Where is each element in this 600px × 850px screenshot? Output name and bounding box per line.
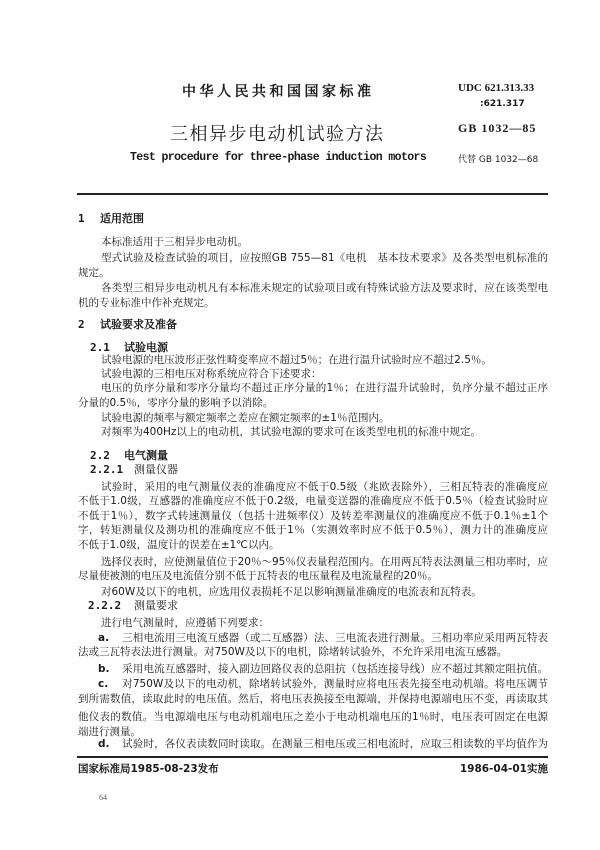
paragraph-line: 试验电源的频率与额定频率之差应在额定频率的±1％范围内。: [101, 412, 390, 424]
paragraph-line: 各类型三相异步电动机凡有本标准未规定的试验项目或有特殊试验方法及要求时，应在该类型电: [101, 282, 548, 294]
list-text: 三相电流用三电流互感器（或二互感器）法、三电流表进行测量。三相功率应采用两瓦特表: [122, 632, 548, 644]
paragraph-line: 电压的负序分量和零序分量均不超过正序分量的1％；在进行温升试验时，负序分量不超过正序: [101, 382, 548, 394]
list-text: 对750W及以下的电动机，除堵转试验外，测量时应将电压表先接至电动机端。将电压调节: [122, 678, 548, 690]
paragraph-line: 试验电源的三相电压对称系统应符合下述要求：: [101, 368, 322, 380]
udc-code: UDC 621.313.33: [458, 82, 535, 94]
title-en: Test procedure for three-phase induction motors: [130, 151, 427, 164]
section-title: 试验电源: [124, 341, 168, 354]
standard-number: GB 1032—85: [458, 121, 537, 135]
page-number: 64: [99, 793, 107, 802]
section-title: 适用范围: [100, 212, 144, 225]
list-item-a: [98, 631, 548, 645]
paragraph-line: 对60W及以下的电机，应选用仪表损耗不足以影响测量准确度的电流表和瓦特表。: [101, 586, 482, 598]
paragraph-line: 尽量使被测的电压及电流值分别不低于瓦特表的电压量程及电流量程的20％。: [78, 570, 438, 582]
list-text: 采用电流互感器时，接入副边回路仪表的总阻抗（包括连接导线）应不超过其额定阻抗值。: [122, 663, 548, 675]
section-2-2-2-heading: [88, 599, 178, 613]
paragraph-line: 法或三瓦特表法进行测量。对750W及以下的电机，除堵转试验外，不允许采用电流互感器。: [78, 646, 508, 658]
paragraph-line: 分量的0.5％，零序分量的影响予以消除。: [78, 397, 274, 409]
list-marker: b.: [98, 663, 110, 675]
paragraph-line: 本标准适用于三相异步电动机。: [101, 236, 248, 248]
header-divider: [77, 193, 548, 195]
paragraph-line: 试验时，采用的电气测量仪表的准确度应不低于0.5级（兆欧表除外），三相瓦特表的准确度应: [101, 481, 548, 493]
paragraph-line: 试验电源的电压波形正弦性畸变率应不超过5％；在进行温升试验时应不超过2.5％。: [101, 354, 492, 366]
paragraph-line: 规定。: [78, 267, 110, 279]
section-title: 测量要求: [134, 599, 178, 612]
section-1-heading: [78, 212, 144, 226]
paragraph-line: 他仪表的数值。当电源端电压与电动机端电压之差小于电动机端电压的1％时，电压表可固定在电源: [78, 711, 548, 723]
effective-date: 1986-04-01实施: [459, 763, 548, 775]
section-number: 1: [78, 212, 85, 225]
replaces-standard: 代替 GB 1032—68: [458, 155, 539, 165]
list-marker: a.: [98, 632, 110, 644]
paragraph-line: 不低于1％），数字式转速测量仪（包括十进频率仪）及转差率测量仪的准确度应不低于0.1％±1个: [78, 510, 548, 522]
paragraph-line: 端进行测量。: [78, 726, 141, 738]
paragraph-line: 对频率为400Hz以上的电动机，其试验电源的要求可在该类型电机的标准中规定。: [101, 426, 481, 438]
footer-divider: [77, 756, 548, 758]
paragraph-line: 机的专业标准中作补充规定。: [78, 297, 215, 309]
title-cn: 三相异步电动机试验方法: [170, 124, 385, 145]
list-text: 试验时，各仪表读数同时读取。在测量三相电压或三相电流时，应取三相读数的平均值作为: [122, 738, 548, 750]
list-marker: c.: [98, 678, 109, 690]
paragraph-line: 到所需数值，读取此时的电压值。然后，将电压表换接至电源端，并保持电源端电压不变，再读取其: [78, 693, 548, 705]
section-title: 试验要求及准备: [100, 318, 177, 331]
section-number: 2.2: [90, 449, 110, 462]
paragraph-line: 进行电气测量时，应遵循下列要求：: [101, 617, 269, 629]
issue-date: 国家标准局1985-08-23发布: [78, 763, 219, 775]
section-number: 2.2.1: [90, 463, 124, 476]
section-2-2-1-heading: [90, 463, 178, 477]
section-2-2-heading: [90, 449, 168, 463]
list-item-b: [98, 662, 548, 676]
list-item-d: [98, 737, 548, 751]
standard-type: 中华人民共和国国家标准: [182, 84, 375, 100]
paragraph-line: 型式试验及检查试验的项目，应按照GB 755—81《电机 基本技术要求》及各类型电机标准的: [101, 252, 548, 264]
section-title: 测量仪器: [134, 463, 178, 476]
udc-code-2: :621.317: [480, 99, 525, 109]
paragraph-line: 选择仪表时，应使测量值位于20％～95％仪表量程范围内。在用两瓦特表法测量三相功率时，应: [101, 556, 548, 568]
paragraph-line: 字，转矩测量仪及测功机的准确度应不低于1％（实测效率时应不低于0.5％），测力计的准确度应: [78, 524, 548, 536]
section-title: 电气测量: [124, 449, 168, 462]
section-2-heading: [78, 318, 177, 332]
paragraph-line: 不低于1.0级，温度计的误差在±1℃以内。: [78, 539, 280, 551]
section-number: 2: [78, 318, 85, 331]
section-number: 2.2.2: [88, 599, 122, 612]
section-number: 2.1: [90, 341, 110, 354]
paragraph-line: 不低于1.0级，互感器的准确度应不低于0.2级，电量变送器的准确度应不低于0.5％（检查试验时应: [78, 495, 548, 507]
list-marker: d.: [98, 738, 110, 750]
list-item-c: [98, 677, 548, 691]
